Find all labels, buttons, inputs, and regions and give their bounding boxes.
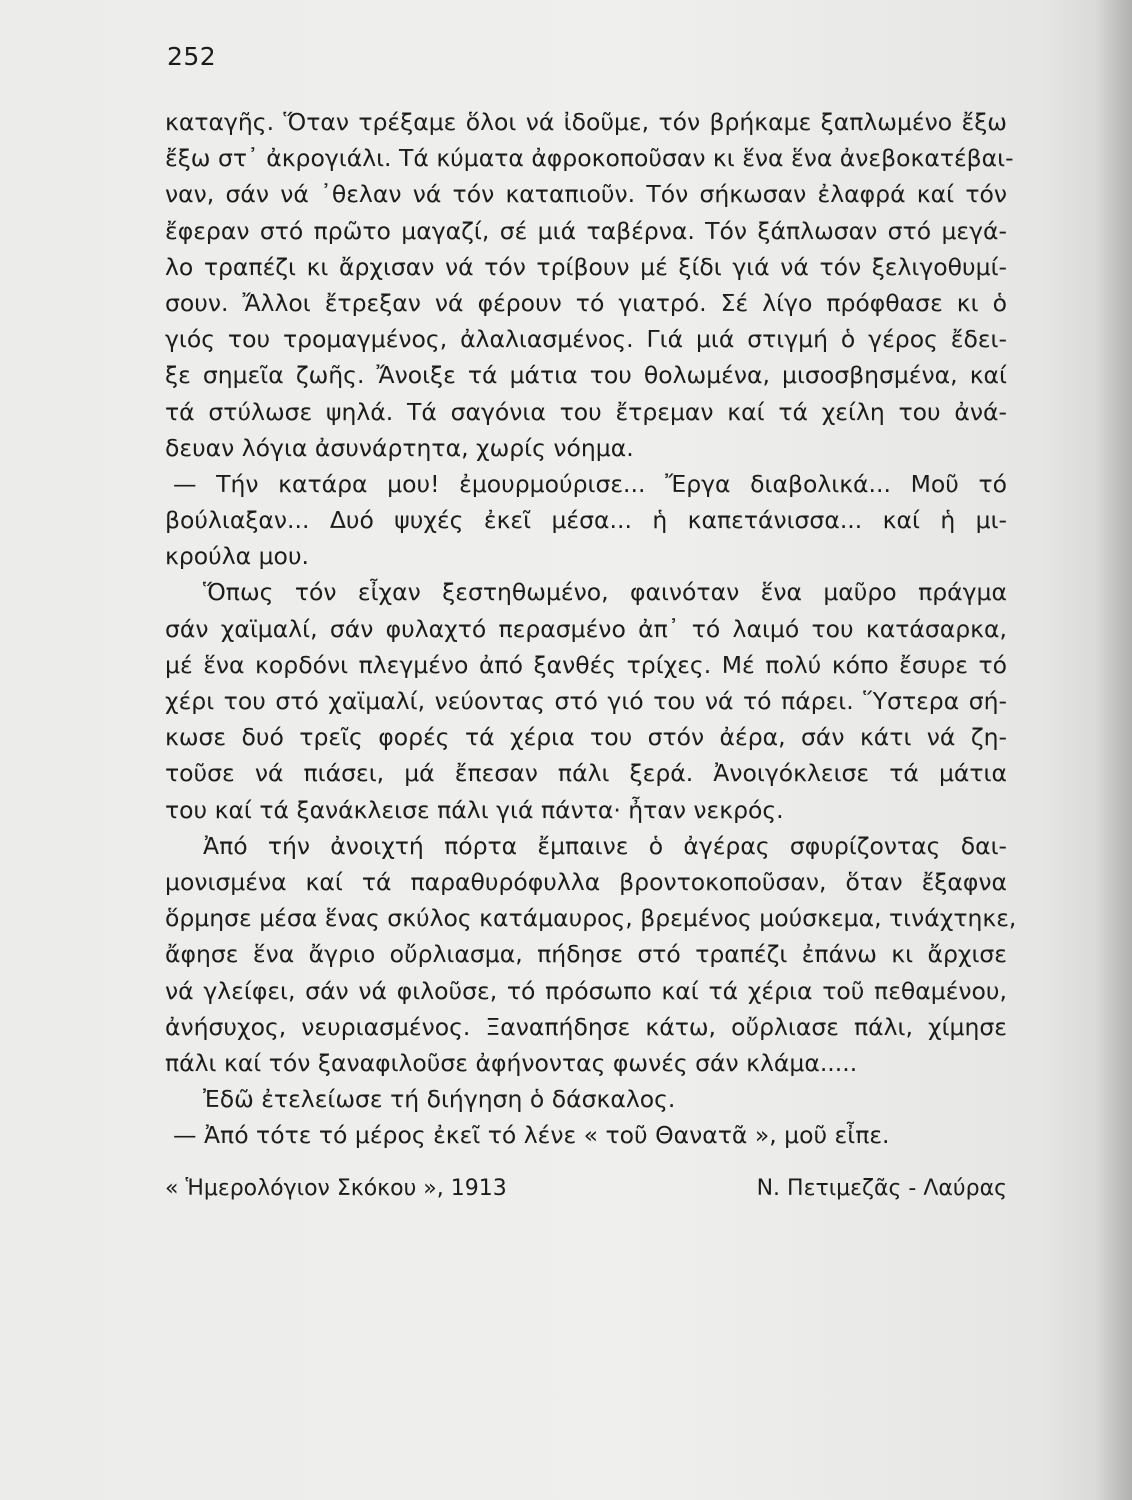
- text-line: τά στύλωσε ψηλά. Τά σαγόνια του ἔτρεμαν καί τά χείλη του ἀνά-: [165, 397, 1007, 426]
- text-line: καταγῆς. Ὅταν τρέξαμε ὅλοι νά ἰδοῦμε, τόν βρήκαμε ξαπλωμένο ἔξω: [165, 108, 1007, 136]
- author-name: Ν. Πετιμεζᾶς - Λαύρας: [756, 1176, 1007, 1201]
- text-line: μέ ἕνα κορδόνι πλεγμένο ἀπό ξανθές τρίχες. Μέ πολύ κόπο ἔσυρε τό: [165, 650, 1007, 679]
- text-line: Ὅπως τόν εἶχαν ξεστηθωμένο, φαινόταν ἕνα μαῦρο πράγμα: [203, 578, 1007, 607]
- text-line: νά γλείφει, σάν νά φιλοῦσε, τό πρόσωπο καί τά χέρια τοῦ πεθαμένου,: [165, 976, 1007, 1005]
- text-line: ἔξω στ᾿ ἀκρογιάλι. Τά κύματα ἀφροκοποῦσαν κι ἕνα ἕνα ἀνεβοκατέβαι-: [165, 144, 1014, 173]
- text-line: ὅρμησε μέσα ἕνας σκύλος κατάμαυρος, βρεμένος μούσκεμα, τινάχτηκε,: [165, 904, 1017, 933]
- text-line: πάλι καί τόν ξαναφιλοῦσε ἀφήνοντας φωνές σάν κλάμα.....: [165, 1048, 858, 1077]
- text-line: Ἐδῶ ἐτελείωσε τή διήγηση ὁ δάσκαλος.: [203, 1085, 676, 1114]
- text-line: ξε σημεῖα ζωῆς. Ἄνοιξε τά μάτια του θολωμένα, μισοσβησμένα, καί: [165, 361, 1007, 390]
- text-line: τοῦσε νά πιάσει, μά ἔπεσαν πάλι ξερά. Ἀνοιγόκλεισε τά μάτια: [165, 759, 1007, 788]
- page-number: 252: [167, 42, 217, 71]
- text-line: δευαν λόγια ἀσυνάρτητα, χωρίς νόημα.: [165, 433, 634, 462]
- text-line: ναν, σάν νά ᾿θελαν νά τόν καταπιοῦν. Τόν σήκωσαν ἐλαφρά καί τόν: [165, 180, 1007, 209]
- text-line: βούλιαξαν... Δυό ψυχές ἐκεῖ μέσα... ἡ καπετάνισσα... καί ἡ μι-: [165, 506, 1007, 535]
- page-footer: [165, 1172, 1007, 1206]
- page-edge-shadow: [1095, 0, 1132, 1500]
- text-line: σουν. Ἄλλοι ἔτρεξαν νά φέρουν τό γιατρό. Σέ λίγο πρόφθασε κι ὁ: [165, 288, 1007, 317]
- text-line: κρούλα μου.: [165, 542, 310, 571]
- text-line: μονισμένα καί τά παραθυρόφυλλα βροντοκοποῦσαν, ὅταν ἔξαφνα: [165, 867, 1007, 896]
- text-line: ἀνήσυχος, νευριασμένος. Ξαναπήδησε κάτω, οὔρλιασε πάλι, χίμησε: [165, 1012, 1007, 1041]
- text-line: — Ἀπό τότε τό μέρος ἐκεῖ τό λένε « τοῦ Θανατᾶ », μοῦ εἶπε.: [173, 1121, 890, 1150]
- text-line: γιός του τρομαγμένος, ἀλαλιασμένος. Γιά μιά στιγμή ὁ γέρος ἔδει-: [165, 325, 1007, 354]
- text-line: — Τήν κατάρα μου! ἐμουρμούρισε... Ἔργα διαβολικά... Μοῦ τό: [173, 469, 1007, 498]
- text-line: ἄφησε ἕνα ἄγριο οὔρλιασμα, πήδησε στό τραπέζι ἐπάνω κι ἄρχισε: [165, 940, 1007, 969]
- text-line: του καί τά ξανάκλεισε πάλι γιά πάντα· ἦταν νεκρός.: [165, 795, 784, 824]
- text-line: ἔφεραν στό πρῶτο μαγαζί, σέ μιά ταβέρνα. Τόν ξάπλωσαν στό μεγά-: [165, 216, 1007, 245]
- text-line: χέρι του στό χαϊμαλί, νεύοντας στό γιό του νά τό πάρει. Ὕστερα σή-: [165, 687, 1007, 715]
- text-line: λο τραπέζι κι ἄρχισαν νά τόν τρίβουν μέ ξίδι γιά νά τόν ξελιγοθυμί-: [165, 252, 1007, 281]
- text-line: Ἀπό τήν ἀνοιχτή πόρτα ἔμπαινε ὁ ἀγέρας σφυρίζοντας δαι-: [203, 831, 1007, 860]
- text-line: σάν χαϊμαλί, σάν φυλαχτό περασμένο ἀπ᾿ τό λαιμό του κατάσαρκα,: [165, 614, 1007, 643]
- text-line: κωσε δυό τρεῖς φορές τά χέρια του στόν ἀέρα, σάν κάτι νά ζη-: [165, 723, 1007, 752]
- story-text: [165, 104, 1017, 1153]
- source-citation: « Ἡμερολόγιον Σκόκου », 1913: [165, 1176, 507, 1201]
